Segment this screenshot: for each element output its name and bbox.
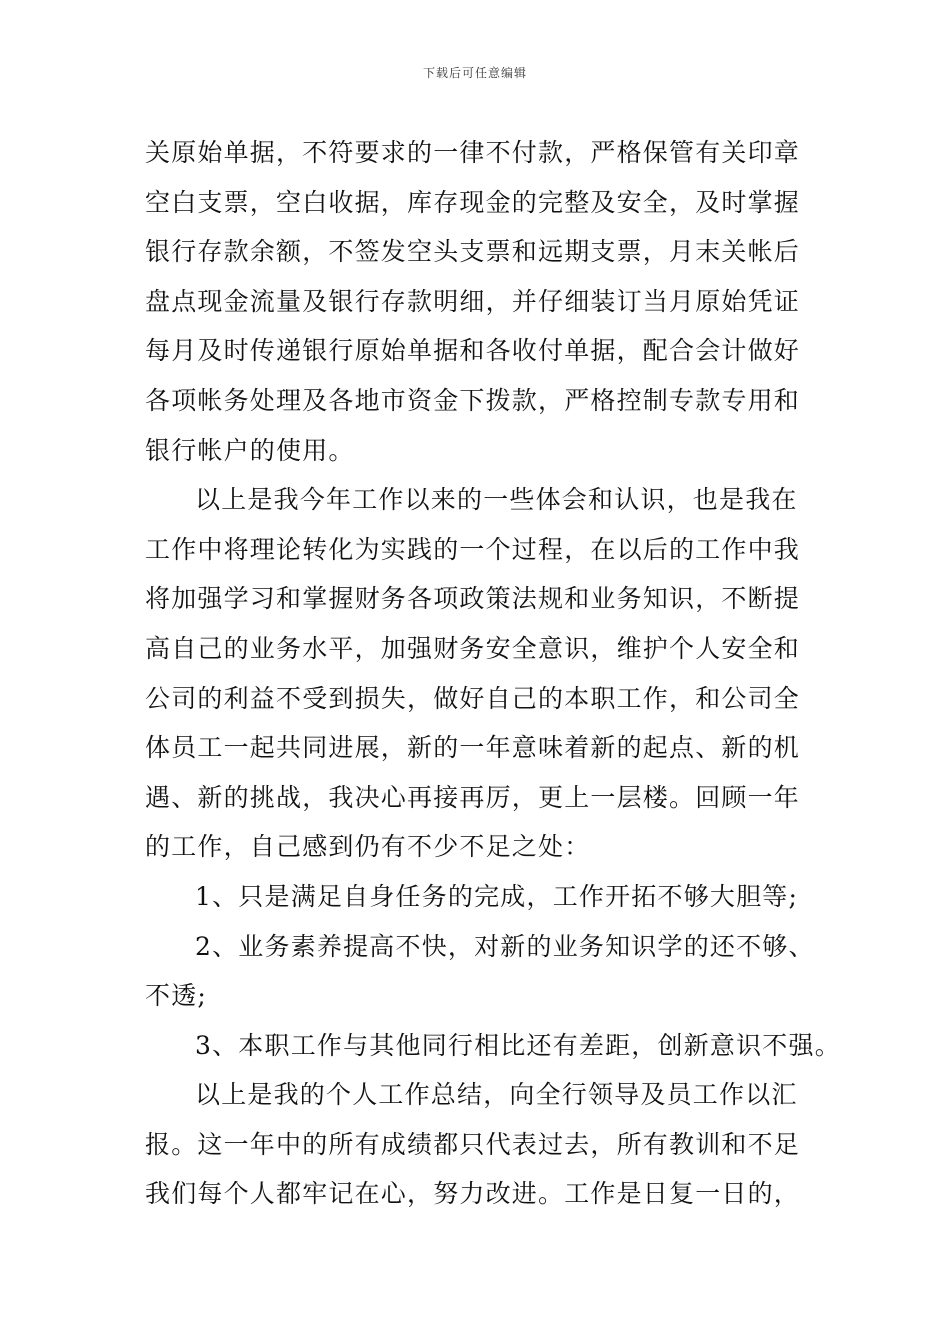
text-line: 以上是我今年工作以来的一些体会和认识，也是我在 bbox=[195, 485, 798, 515]
text-line: 我们每个人都牢记在心，努力改进。工作是日复一日的， bbox=[145, 1179, 801, 1209]
document-body bbox=[145, 128, 841, 1219]
text-line: 各项帐务处理及各地市资金下拨款，严格控制专款专用和 bbox=[145, 385, 801, 415]
text-line: 银行存款余额，不签发空头支票和远期支票，月末关帐后 bbox=[145, 237, 801, 267]
text-line: 高自己的业务水平，加强财务安全意识，维护个人安全和 bbox=[145, 633, 801, 663]
list-item: 1、只是满足自身任务的完成，工作开拓不够大胆等; bbox=[195, 881, 799, 911]
text-line: 不透; bbox=[145, 981, 208, 1011]
text-line: 体员工一起共同进展，新的一年意味着新的起点、新的机 bbox=[145, 733, 801, 763]
text-line: 空白支票，空白收据，库存现金的完整及安全，及时掌握 bbox=[145, 187, 801, 217]
text-line: 盘点现金流量及银行存款明细，并仔细装订当月原始凭证 bbox=[145, 286, 801, 316]
list-item: 2、业务素养提高不快，对新的业务知识学的还不够、 bbox=[195, 931, 815, 961]
text-line: 银行帐户的使用。 bbox=[145, 435, 355, 465]
text-line: 的工作，自己感到仍有不少不足之处： bbox=[145, 832, 591, 862]
text-line: 报。这一年中的所有成绩都只代表过去，所有教训和不足 bbox=[145, 1129, 801, 1159]
text-line: 将加强学习和掌握财务各项政策法规和业务知识，不断提 bbox=[145, 584, 801, 614]
text-line: 工作中将理论转化为实践的一个过程，在以后的工作中我 bbox=[145, 534, 801, 564]
text-line: 以上是我的个人工作总结，向全行领导及员工作以汇 bbox=[195, 1080, 798, 1110]
text-line: 每月及时传递银行原始单据和各收付单据，配合会计做好 bbox=[145, 336, 801, 366]
text-line: 遇、新的挑战，我决心再接再厉，更上一层楼。回顾一年 bbox=[145, 782, 801, 812]
list-item: 3、本职工作与其他同行相比还有差距，创新意识不强。 bbox=[195, 1030, 841, 1060]
page-header-note: 下载后可任意编辑 bbox=[422, 66, 527, 80]
text-line: 公司的利益不受到损失，做好自己的本职工作，和公司全 bbox=[145, 683, 801, 713]
text-line: 关原始单据，不符要求的一律不付款，严格保管有关印章 bbox=[145, 138, 801, 167]
